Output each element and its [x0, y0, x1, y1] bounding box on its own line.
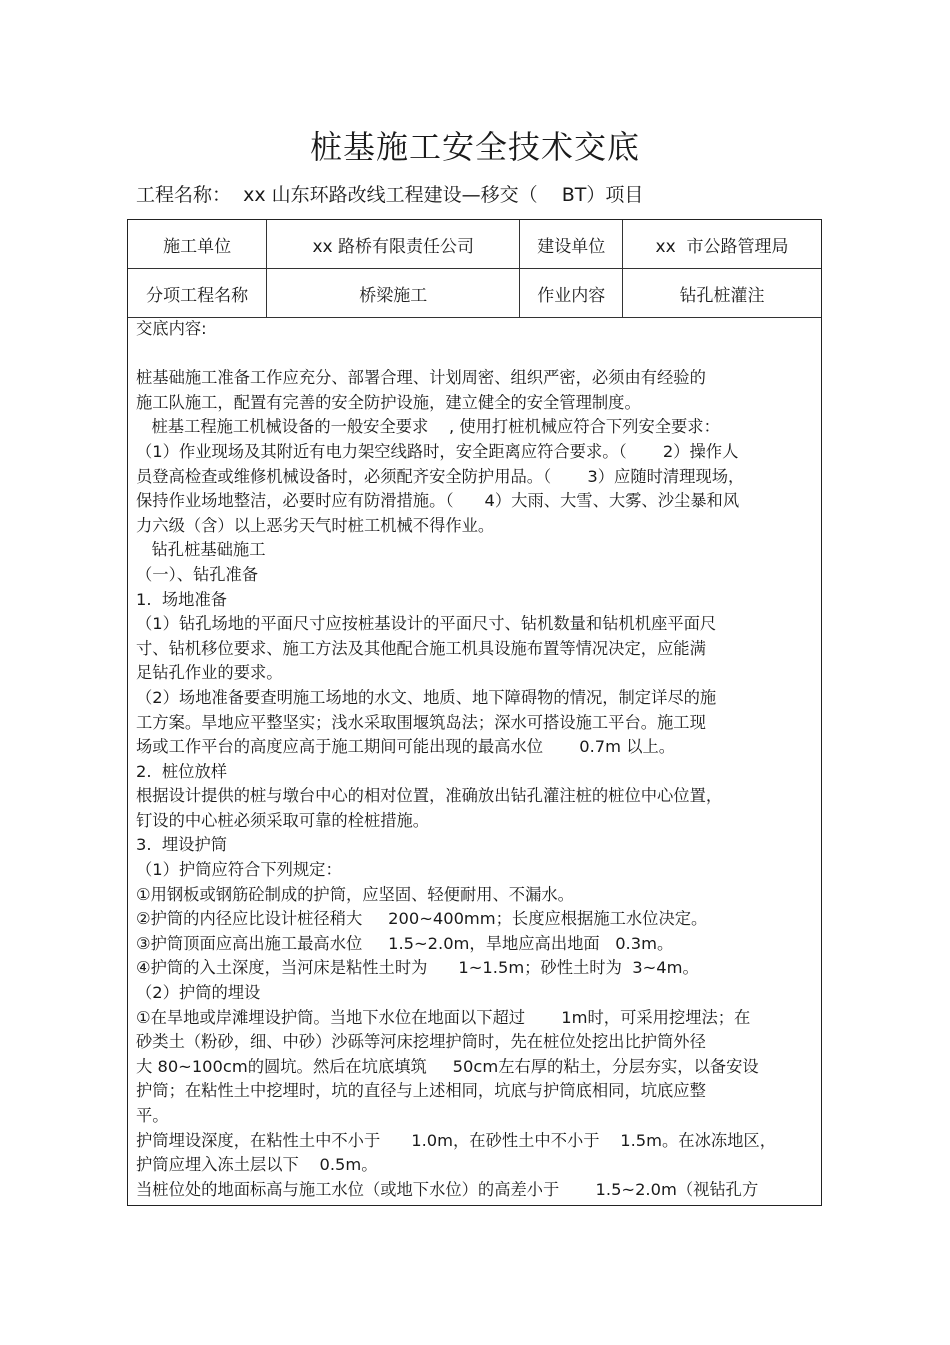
content-line: ④护筒的入土深度，当河床是粘性土时为 1~1.5m；砂性土时为 3~4m。: [136, 958, 699, 978]
content-line: 员登高检查或维修机械设备时，必须配齐安全防护用品。（ 3）应随时清理现场，: [136, 466, 745, 486]
content-line: （2）场地准备要查明施工场地的水文、地质、地下障碍物的情况，制定详尽的施: [136, 687, 717, 707]
content-line: 钻孔桩基础施工: [136, 540, 266, 560]
subitem-name-value: 桥梁施工: [267, 269, 520, 318]
content-line: （2）护筒的埋设: [136, 983, 261, 1003]
work-content-value: 钻孔桩灌注: [623, 269, 821, 318]
content-line: （1）钻孔场地的平面尺寸应按桩基设计的平面尺寸、钻机数量和钻机机座平面尺: [136, 614, 717, 634]
content-line: 足钻孔作业的要求。: [136, 663, 283, 683]
page-title: 桩基施工安全技术交底: [309, 128, 640, 166]
info-row: [128, 269, 821, 318]
work-content-label: 作业内容: [520, 269, 623, 318]
content-line: 护筒埋设深度，在粘性土中不小于 1.0m，在砂性土中不小于 1.5m。在冰冻地区，: [136, 1130, 776, 1150]
content-line: 交底内容:: [136, 319, 207, 338]
construction-unit-label: 施工单位: [128, 220, 267, 269]
content-line: 桩基础施工准备工作应充分、部署合理、计划周密、组织严密，必须由有经验的: [136, 368, 706, 388]
content-line: （1）护筒应符合下列规定：: [136, 860, 342, 880]
content-line: 保持作业场地整洁，必要时应有防滑措施。（ 4）大雨、大雪、大雾、沙尘暴和风: [136, 491, 740, 511]
project-name: 工程名称： xx 山东环路改线工程建设—移交（ BT）项目: [136, 184, 644, 206]
content-line: 桩基工程施工机械设备的一般安全要求 , 使用打桩机械应符合下列安全要求：: [136, 417, 720, 437]
content-line: ③护筒顶面应高出施工最高水位 1.5~2.0m，旱地应高出地面 0.3m。: [136, 933, 674, 953]
content-line: 工方案。旱地应平整坚实；浅水采取围堰筑岛法；深水可搭设施工平台。施工现: [136, 712, 706, 732]
construction-unit-value: xx 路桥有限责任公司: [267, 220, 520, 269]
content-line: ②护筒的内径应比设计桩径稍大 200~400mm；长度应根据施工水位决定。: [136, 909, 708, 929]
content-line: ①用钢板或钢筋砼制成的护筒，应坚固、轻便耐用、不漏水。: [136, 884, 574, 904]
disclosure-sheet: [127, 219, 822, 1206]
owner-unit-value: xx 市公路管理局: [623, 220, 821, 269]
owner-unit-label: 建设单位: [520, 220, 623, 269]
content-line: 寸、钻机移位要求、施工方法及其他配合施工机具设施布置等情况决定，应能满: [136, 638, 706, 658]
content-line: 力六级（含）以上恶劣天气时桩工机械不得作业。: [136, 515, 495, 535]
content-line: 施工队施工，配置有完善的安全防护设施，建立健全的安全管理制度。: [136, 392, 641, 412]
content-line: 1. 场地准备: [136, 589, 228, 609]
content-line: 场或工作平台的高度应高于施工期间可能出现的最高水位 0.7m 以上。: [136, 737, 676, 757]
content-line: 砂类土（粉砂，细、中砂）沙砾等河床挖埋护筒时，先在桩位处挖出比护筒外径: [136, 1032, 706, 1052]
content-line: 大 80~100cm的圆坑。然后在坑底填筑 50cm左右厚的粘土，分层夯实，以备安设: [136, 1056, 759, 1076]
content-line: 3. 埋设护筒: [136, 835, 228, 855]
info-row: [128, 220, 821, 269]
disclosure-content: [136, 317, 816, 1202]
content-line: 根据设计提供的桩与墩台中心的相对位置，准确放出钻孔灌注桩的桩位中心位置，: [136, 786, 723, 806]
content-line: ①在旱地或岸滩埋设护筒。当地下水位在地面以下超过 1m时，可采用挖埋法；在: [136, 1007, 751, 1027]
subitem-name-label: 分项工程名称: [128, 269, 267, 318]
content-line: （1）作业现场及其附近有电力架空线路时，安全距离应符合要求。（ 2）操作人: [136, 441, 739, 461]
content-line: （一）、钻孔准备: [136, 564, 259, 584]
content-line: 平。: [136, 1106, 169, 1125]
content-line: 当桩位处的地面标高与施工水位（或地下水位）的高差小于 1.5~2.0m（视钻孔方: [136, 1179, 759, 1199]
content-line: 钉设的中心桩必须采取可靠的栓桩措施。: [136, 810, 430, 830]
content-line: 护筒应埋入冻土层以下 0.5m。: [136, 1155, 378, 1175]
content-line: 护筒；在粘性土中挖埋时，坑的直径与上述相同，坑底与护筒底相同，坑底应整: [136, 1081, 706, 1101]
content-line: [136, 342, 816, 367]
content-line: 2. 桩位放样: [136, 761, 228, 781]
info-table: [128, 220, 821, 318]
